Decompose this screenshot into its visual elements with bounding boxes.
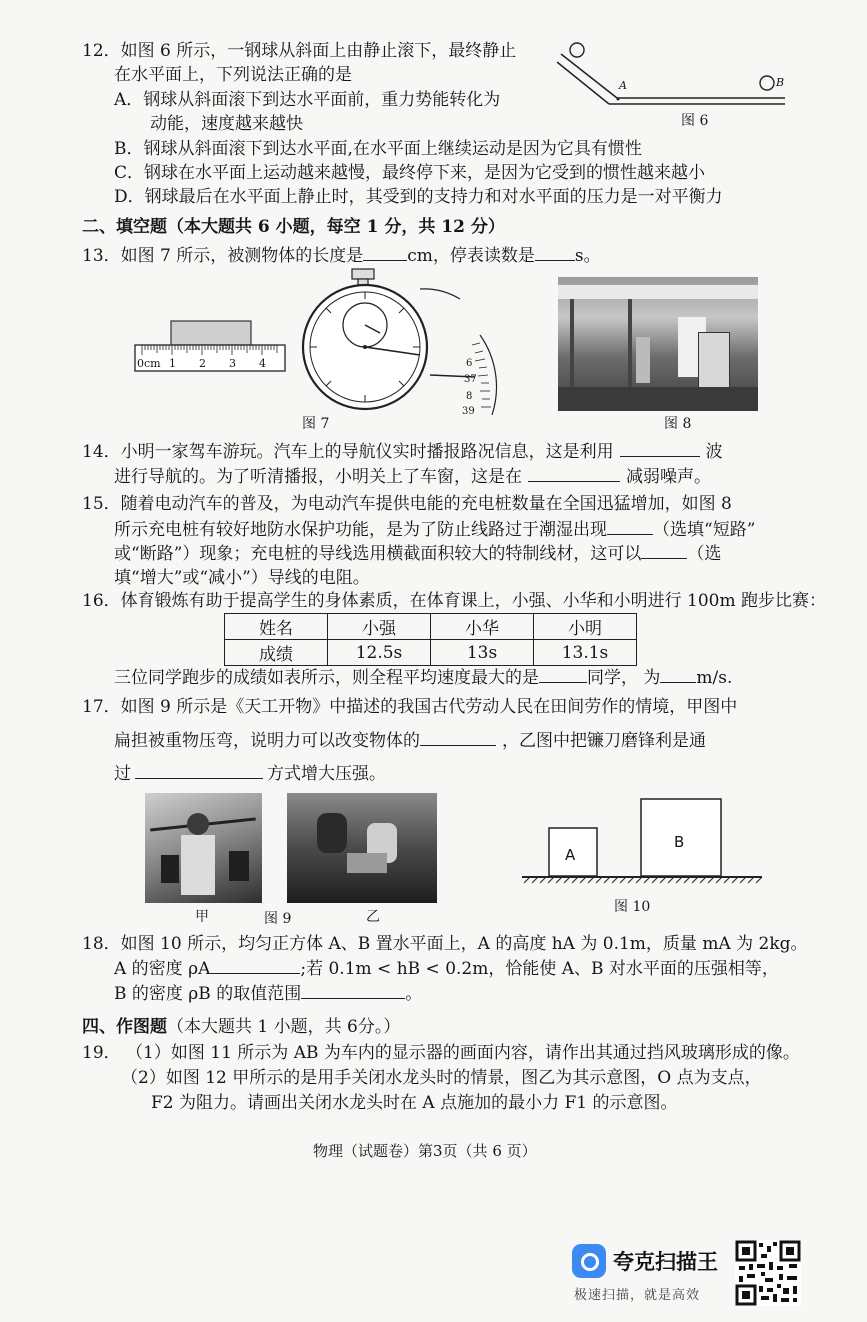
fig6-point-b: B	[776, 76, 785, 89]
q16-blank-1[interactable]	[539, 666, 587, 683]
minute-scale-arc	[420, 289, 460, 299]
q15-blank-1[interactable]	[607, 518, 653, 535]
q18-line3: B 的密度 ρB 的取值范围 。	[114, 984, 423, 1004]
scanner-logo-icon	[572, 1244, 606, 1278]
ball-end-icon	[760, 76, 774, 90]
section-4-note: （本大题共 1 小题，共 6分。）	[167, 1017, 401, 1037]
section-2-note: （本大题共 6 小题，每空 1 分，共 12 分）	[167, 217, 505, 237]
q15-line4: 填“增大”或“减小”）导线的电阻。	[114, 568, 370, 588]
table-header-cell: 小华	[431, 614, 534, 640]
q18-blank-2[interactable]	[301, 982, 405, 999]
q18-blank-1[interactable]	[210, 957, 300, 974]
section-4-heading	[82, 1012, 400, 1037]
q12-stem-line2: 在水平面上，下列说法正确的是	[114, 65, 352, 85]
fig9-label: 图 9	[264, 911, 292, 927]
figure-9-yi-photo	[287, 793, 437, 903]
fig10-label: 图 10	[614, 899, 651, 915]
q15-line2: 所示充电桩有较好地防水保护功能，是为了防止线路过于潮湿出现 （选填“短路”	[114, 520, 756, 540]
section-2-heading	[82, 212, 505, 237]
fig7-label: 图 7	[302, 416, 330, 432]
q13-unit-cm: cm，停表读数是	[407, 246, 535, 266]
qr-code-icon	[735, 1240, 801, 1306]
dial-label-8: 8	[466, 391, 473, 402]
q15-line3: 或“断路”）现象；充电桩的导线选用横截面积较大的特制线材，这可以 （选	[114, 544, 722, 564]
ruler-label-1: 1	[169, 357, 176, 370]
q18-line2: A 的密度 ρA ;若 0.1m < hB < 0.2m，恰能使 A、B 对水平面的压强相等，	[114, 959, 779, 979]
q14-blank-1[interactable]	[620, 440, 700, 457]
q12-stem-line1: 12．如图 6 所示，一钢球从斜面上由静止滚下，最终静止	[82, 41, 517, 61]
ball-start-icon	[570, 43, 584, 57]
q18-line1: 18．如图 10 所示，均匀正方体 A、B 置水平面上，A 的高度 hA 为 0.1m，质量 mA 为 2kg。	[82, 934, 808, 954]
q16-line1: 16．体育锻炼有助于提高学生的身体素质，在体育课上，小强、小华和小明进行 100m 跑步比赛：	[82, 591, 827, 611]
table-cell: 13.1s	[534, 640, 637, 666]
q17-blank-1[interactable]	[420, 729, 496, 746]
q17-line3: 过 方式增大压强。	[114, 764, 386, 784]
dial-label-39: 39	[462, 406, 475, 417]
fig8-label: 图 8	[664, 416, 692, 432]
scanner-brand: 夸克扫描王	[613, 1250, 718, 1274]
q12-option-d: D．钢球最后在水平面上静止时，其受到的支持力和对水平面的压力是一对平衡力	[114, 187, 723, 207]
stopwatch-crown	[352, 269, 374, 279]
table-header-cell: 小强	[328, 614, 431, 640]
table-header-cell: 小明	[534, 614, 637, 640]
q13-text: 如图 7 所示，被测物体的长度是	[120, 246, 364, 266]
q19-line1: 19． （1）如图 11 所示为 AB 为车内的显示器的画面内容，请作出其通过挡风玻璃形成的像。	[82, 1043, 800, 1063]
figure-6-incline	[555, 36, 795, 116]
q14-line1: 14．小明一家驾车游玩。汽车上的导航仪实时播报路况信息，这是利用 波	[82, 442, 723, 462]
figure-8-charging-station-photo	[558, 277, 758, 411]
table-row	[225, 640, 637, 666]
q12-option-a-line2: 动能，速度越来越快	[150, 114, 303, 134]
q17-blank-2[interactable]	[135, 762, 263, 779]
cube-b-label: B	[674, 833, 685, 851]
q12-option-b: B．钢球从斜面滚下到达水平面,在水平面上继续运动是因为它具有惯性	[114, 139, 642, 159]
section-2-title: 二、填空题	[82, 217, 167, 237]
q12-option-c: C．钢球在水平面上运动越来越慢，最终停下来，是因为它受到的惯性越来越小	[114, 163, 706, 183]
q17-line2: 扁担被重物压弯，说明力可以改变物体的 ，乙图中把镰刀磨锋利是通	[114, 731, 706, 751]
table-header-cell: 姓名	[225, 614, 328, 640]
q13-line	[82, 244, 601, 267]
q12-option-a-line1: A．钢球从斜面滚下到达水平面前，重力势能转化为	[114, 90, 501, 110]
table-row	[225, 614, 637, 640]
q16-blank-2[interactable]	[660, 666, 696, 683]
dial-label-6: 6	[466, 358, 473, 369]
figure-7	[130, 265, 510, 425]
q14-blank-2[interactable]	[528, 465, 620, 482]
fig6-point-a: A	[619, 79, 627, 92]
q19-line2: （2）如图 12 甲所示的是用手关闭水龙头时的情景，图乙为其示意图，O 点为支点，	[121, 1068, 762, 1088]
scanner-slogan: 极速扫描，就是高效	[574, 1288, 701, 1303]
dial-label-37: 37	[464, 374, 477, 385]
q15-blank-2[interactable]	[641, 542, 687, 559]
table-cell: 13s	[431, 640, 534, 666]
ruler-label-2: 2	[199, 357, 206, 370]
q13-unit-s: s。	[574, 246, 601, 266]
figure-10-cubes	[518, 795, 768, 895]
fig9-yi-label: 乙	[366, 909, 380, 925]
second-scale-arc	[480, 335, 496, 415]
ruler-label-4: 4	[259, 357, 266, 370]
q13-blank-time[interactable]	[535, 244, 575, 261]
table-cell: 12.5s	[328, 640, 431, 666]
q13-number: 13．	[82, 246, 121, 266]
q13-blank-length[interactable]	[363, 244, 407, 261]
page-footer: 物理（试题卷）第3页（共 6 页）	[313, 1142, 537, 1160]
table-cell: 成绩	[225, 640, 328, 666]
q14-line2: 进行导航的。为了听清播报，小明关上了车窗，这是在 减弱噪声。	[114, 467, 711, 487]
ruler-label-3: 3	[229, 357, 236, 370]
q15-line1: 15．随着电动汽车的普及，为电动汽车提供电能的充电桩数量在全国迅猛增加，如图 8	[82, 494, 732, 514]
cube-a-label: A	[565, 846, 576, 864]
ruler-label-0: 0cm	[137, 357, 161, 370]
measured-object	[171, 321, 251, 345]
q16-line2: 三位同学跑步的成绩如表所示，则全程平均速度最大的是 同学， 为 m/s.	[114, 668, 733, 688]
q17-line1: 17．如图 9 所示是《天工开物》中描述的我国古代劳动人民在田间劳作的情境，甲图中	[82, 697, 738, 717]
figure-9-jia-photo	[145, 793, 262, 903]
q19-line3: F2 为阻力。请画出关闭水龙头时在 A 点施加的最小力 F1 的示意图。	[151, 1093, 678, 1113]
fig6-label: 图 6	[681, 113, 709, 129]
fig9-jia-label: 甲	[195, 909, 209, 925]
section-4-title: 四、作图题	[82, 1017, 167, 1037]
q16-results-table	[224, 613, 637, 666]
